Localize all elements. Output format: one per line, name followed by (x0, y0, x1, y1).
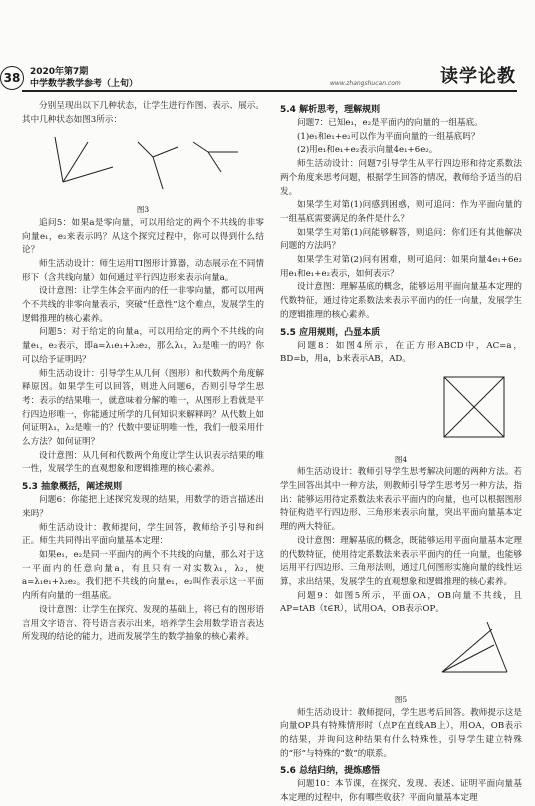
section-heading: 5.4 解析思考，理解规则 (280, 105, 381, 115)
paragraph: 问题8：如图4所示，在正方形ABCD中，AC=a，BD=b，用a，b来表示AB，AD。 (280, 340, 522, 365)
page-number: 38 (0, 66, 24, 90)
paragraph: 师生活动设计：教师提问，学生思考后回答。教师提示这是向量OP具有特殊情形时（点P在直线AB上），用OA，OB表示的结果，并询问这种结果有什么特殊性，引导学生建立特殊的“形”与特殊的“数”的联系。 (280, 707, 522, 759)
paragraph: 问题5：对于给定的向量a，可以用给定的两个不共线的向量e₁，e₂表示，即a=λ₁e₁+λ₂e₂，那么λ₁，λ₂是唯一的吗？你可以给予证明吗？ (22, 327, 264, 365)
issue-label: 2020年第7期 (30, 67, 89, 77)
paragraph: 如果学生对第(1)问能够解答，则追问：你们还有其他解决问题的方法吗？ (280, 227, 522, 252)
header-rule (22, 90, 517, 92)
figure (22, 127, 264, 216)
paragraph: 师生活动设计：引导学生从几何（图形）和代数两个角度解释原因。如果学生可以回答，则进入问题6，否则引导学生思考：表示的结果唯一，就意味着分解的唯一，从图形上看就是平行四边形唯一，你能通过所学的几何知识来解释吗？从代数上如何证明λ₁，λ₂是唯一的？代数中要证明唯一性，我们一般采用什么方法？如何证明？ (22, 368, 264, 448)
figure-caption: 图4 (394, 454, 408, 464)
paragraph: 分别呈现出以下几种状态，让学生进行作图、表示、展示。其中几种状态如图3所示： (22, 101, 264, 125)
paragraph: 追问5：如果a是零向量，可以用给定的两个不共线的非零向量e₁，e₂来表示吗？从这个探究过程中，你可以得到什么结论？ (22, 217, 264, 256)
paragraph: 问题9：如图5所示，平面OA，OB向量不共线，且AP=tAB（t∈R），试用OA，OB表示OP。 (280, 590, 522, 615)
paragraph: (2)用e₁和e₁+e₂表示向量4e₁+6e₂。 (297, 145, 438, 156)
paragraph: 设计意图：理解基底的概念，既能够运用平面向量基本定理的代数特征，使用待定系数法来表示平面内的任一向量，也能够运用平行四边形、三角形法则，通过几何图形实施向量的线性运算，求出结果，发展学生的直观想象和逻辑推理的核心素养。 (280, 535, 522, 587)
paragraph: 设计意图：让学生在探究、发现的基础上，将已有的图形语言用文字语言、符号语言表示出来，培养学生会用数学语言表达所发现的结论的能力，进而发展学生的数学抽象的核心素养。 (22, 604, 264, 643)
figure-caption: 图5 (394, 694, 408, 704)
paragraph: 问题7：已知e₁，e₂是平面内的向量的一组基底。 (297, 118, 483, 128)
paragraph: (1)e₁和e₁+e₂可以作为平面向量的一组基底吗？ (297, 131, 480, 142)
figure-caption: 图3 (136, 205, 150, 215)
section-heading: 5.6 总结归纳，提炼感悟 (280, 766, 381, 777)
section-heading: 5.5 应用规则，凸显本质 (280, 327, 381, 338)
paragraph: 问题6：你能把上述探究发现的结果，用数学的语言描述出来吗？ (22, 495, 264, 519)
paragraph: 设计意图：让学生体会平面内的任一非零向量，都可以用两个不共线的非零向量表示，突破“任意性”这个难点，发展学生的逻辑推理的核心素养。 (22, 286, 264, 324)
paragraph: 如果学生对第(1)问感到困惑，则可追问：作为平面向量的一组基底需要满足的条件是什么？ (280, 200, 522, 224)
figure (280, 367, 522, 466)
figure (280, 617, 522, 706)
left-column (22, 100, 264, 645)
paragraph: 设计意图：从几何和代数两个角度让学生认识表示结果的唯一性，发展学生的直观想象和逻辑推理的核心素养。 (22, 450, 264, 475)
paragraph: 问题10：本节课，在探究、发现、表述、证明平面向量基本定理的过程中，你有哪些收获？平面向量基本定理 (280, 779, 522, 804)
site-url: www.zhangshucan.com (330, 80, 401, 87)
paragraph: 师生活动设计：教师提问，学生回答，教师给予引导和纠正。师生共同得出平面向量基本定理： (22, 522, 264, 547)
paragraph: 如果学生对第(2)问有困难，则可追问：如果向量4e₁+6e₂用e₁和e₁+e₂表示，如何表示？ (280, 255, 522, 279)
paragraph: 如果e₁，e₂是同一平面内的两个不共线的向量，那么对于这一平面内的任意向量a，有且只有一对实数λ₁，λ₂，使a=λ₁e₁+λ₂e₂。我们把不共线的向量e₁，e₂叫作表示这一平面内所有向量的一组基底。 (22, 549, 264, 602)
paragraph: 师生活动设计：教师引导学生思考解决问题的两种方法。若学生回答出其中一种方法，则教师引导学生思考另一种方法，指出：能够运用待定系数法来表示平面内的向量，也可以根据图形特征构造平行四边形、三角形来表示向量，突出平面向量基本定理的两大特征。 (280, 467, 522, 533)
journal-name: 中学数学教学参考（上旬） (30, 79, 139, 89)
right-column (280, 100, 522, 806)
paragraph: 师生活动设计：问题7引导学生从平行四边形和待定系数法两个角度来思考问题，根据学生回答的情况，教师给予适当的启发。 (280, 159, 522, 197)
column-brand: 读学论教 (440, 66, 516, 87)
section-heading: 5.3 抽象概括，阐述规则 (22, 482, 123, 493)
paragraph: 师生活动设计：师生运用TI图形计算器，动态展示在不同情形下（含共线向量）如何通过平行四边形来表示向量a。 (22, 258, 264, 283)
paragraph: 设计意图：理解基底的概念，能够运用平面向量基本定理的代数特征，通过待定系数法来表示平面内的任一向量，发展学生的逻辑推理的核心素养。 (280, 282, 522, 320)
